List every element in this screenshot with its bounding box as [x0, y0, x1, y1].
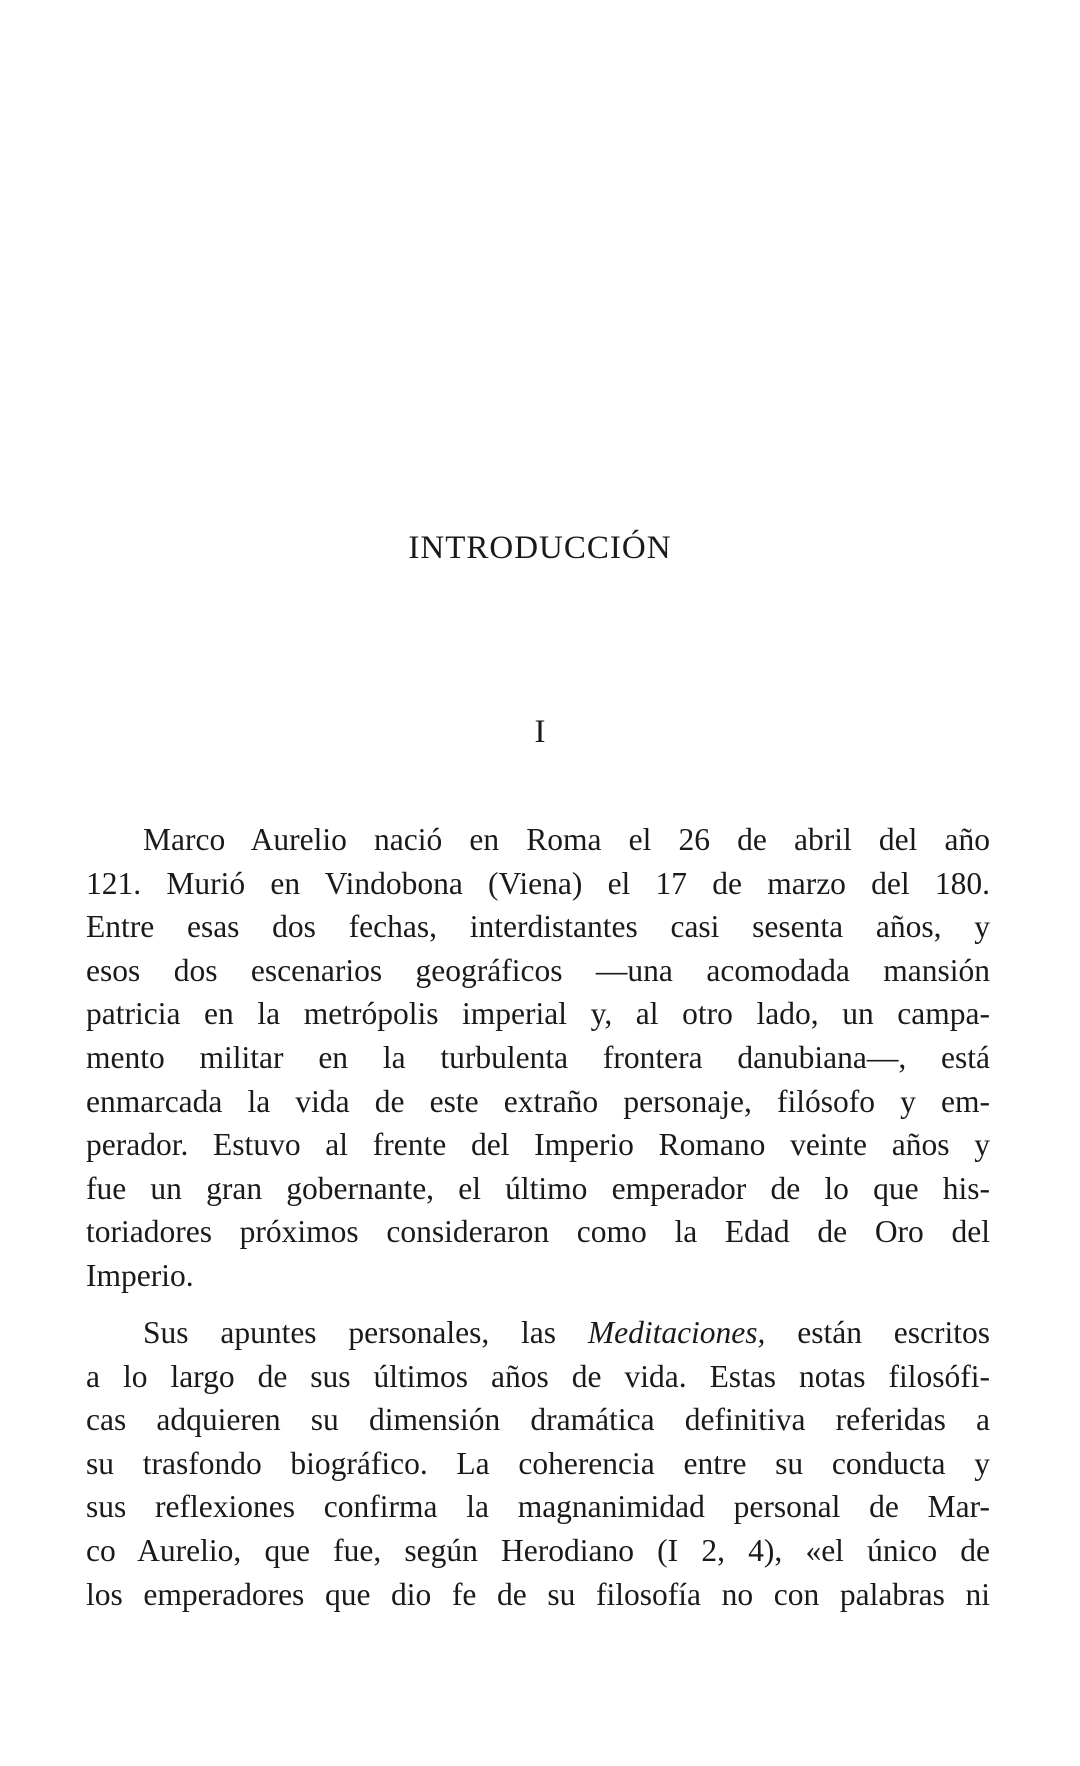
- chapter-title: INTRODUCCIÓN: [408, 530, 672, 566]
- text-line: co Aurelio, que fue, según Herodiano (I 2, 4), «el único de: [86, 1532, 990, 1568]
- text-line: toriadores próximos consideraron como la Edad de Oro del: [86, 1214, 990, 1250]
- text-line: patricia en la metrópolis imperial y, al otro lado, un campa-: [86, 996, 990, 1032]
- text-run: Sus apuntes personales, las: [143, 1315, 588, 1350]
- text-line: Entre esas dos fechas, interdistantes casi sesenta años, y: [86, 909, 990, 945]
- section-numeral: I: [534, 714, 546, 750]
- text-line: los emperadores que dio fe de su filosofía no con palabras ni: [86, 1576, 990, 1612]
- text-line: enmarcada la vida de este extraño personaje, filósofo y em-: [86, 1083, 990, 1119]
- text-line: perador. Estuvo al frente del Imperio Romano veinte años y: [86, 1127, 990, 1163]
- text-line: a lo largo de sus últimos años de vida. Estas notas filosófi-: [86, 1358, 990, 1394]
- text-line: cas adquieren su dimensión dramática definitiva referidas a: [86, 1402, 990, 1438]
- text-line-with-italic: [86, 1311, 990, 1355]
- paragraph-1: [86, 818, 990, 1298]
- text-line: fue un gran gobernante, el último emperador de lo que his-: [86, 1170, 990, 1206]
- text-line: mento militar en la turbulenta frontera danubiana—, está: [86, 1039, 990, 1075]
- text-line: sus reflexiones confirma la magnanimidad personal de Mar-: [86, 1489, 990, 1525]
- text-line: esos dos escenarios geográficos —una acomodada mansión: [86, 952, 990, 988]
- text-line: su trasfondo biográfico. La coherencia entre su conducta y: [86, 1445, 990, 1481]
- text-line: 121. Murió en Vindobona (Viena) el 17 de marzo del 180.: [86, 865, 990, 901]
- book-title-italic: Meditaciones,: [587, 1315, 766, 1350]
- paragraph-2: [86, 1311, 990, 1616]
- text-run: están escritos: [765, 1315, 990, 1350]
- text-line: Imperio.: [86, 1257, 194, 1293]
- text-line: Marco Aurelio nació en Roma el 26 de abril del año: [143, 822, 990, 857]
